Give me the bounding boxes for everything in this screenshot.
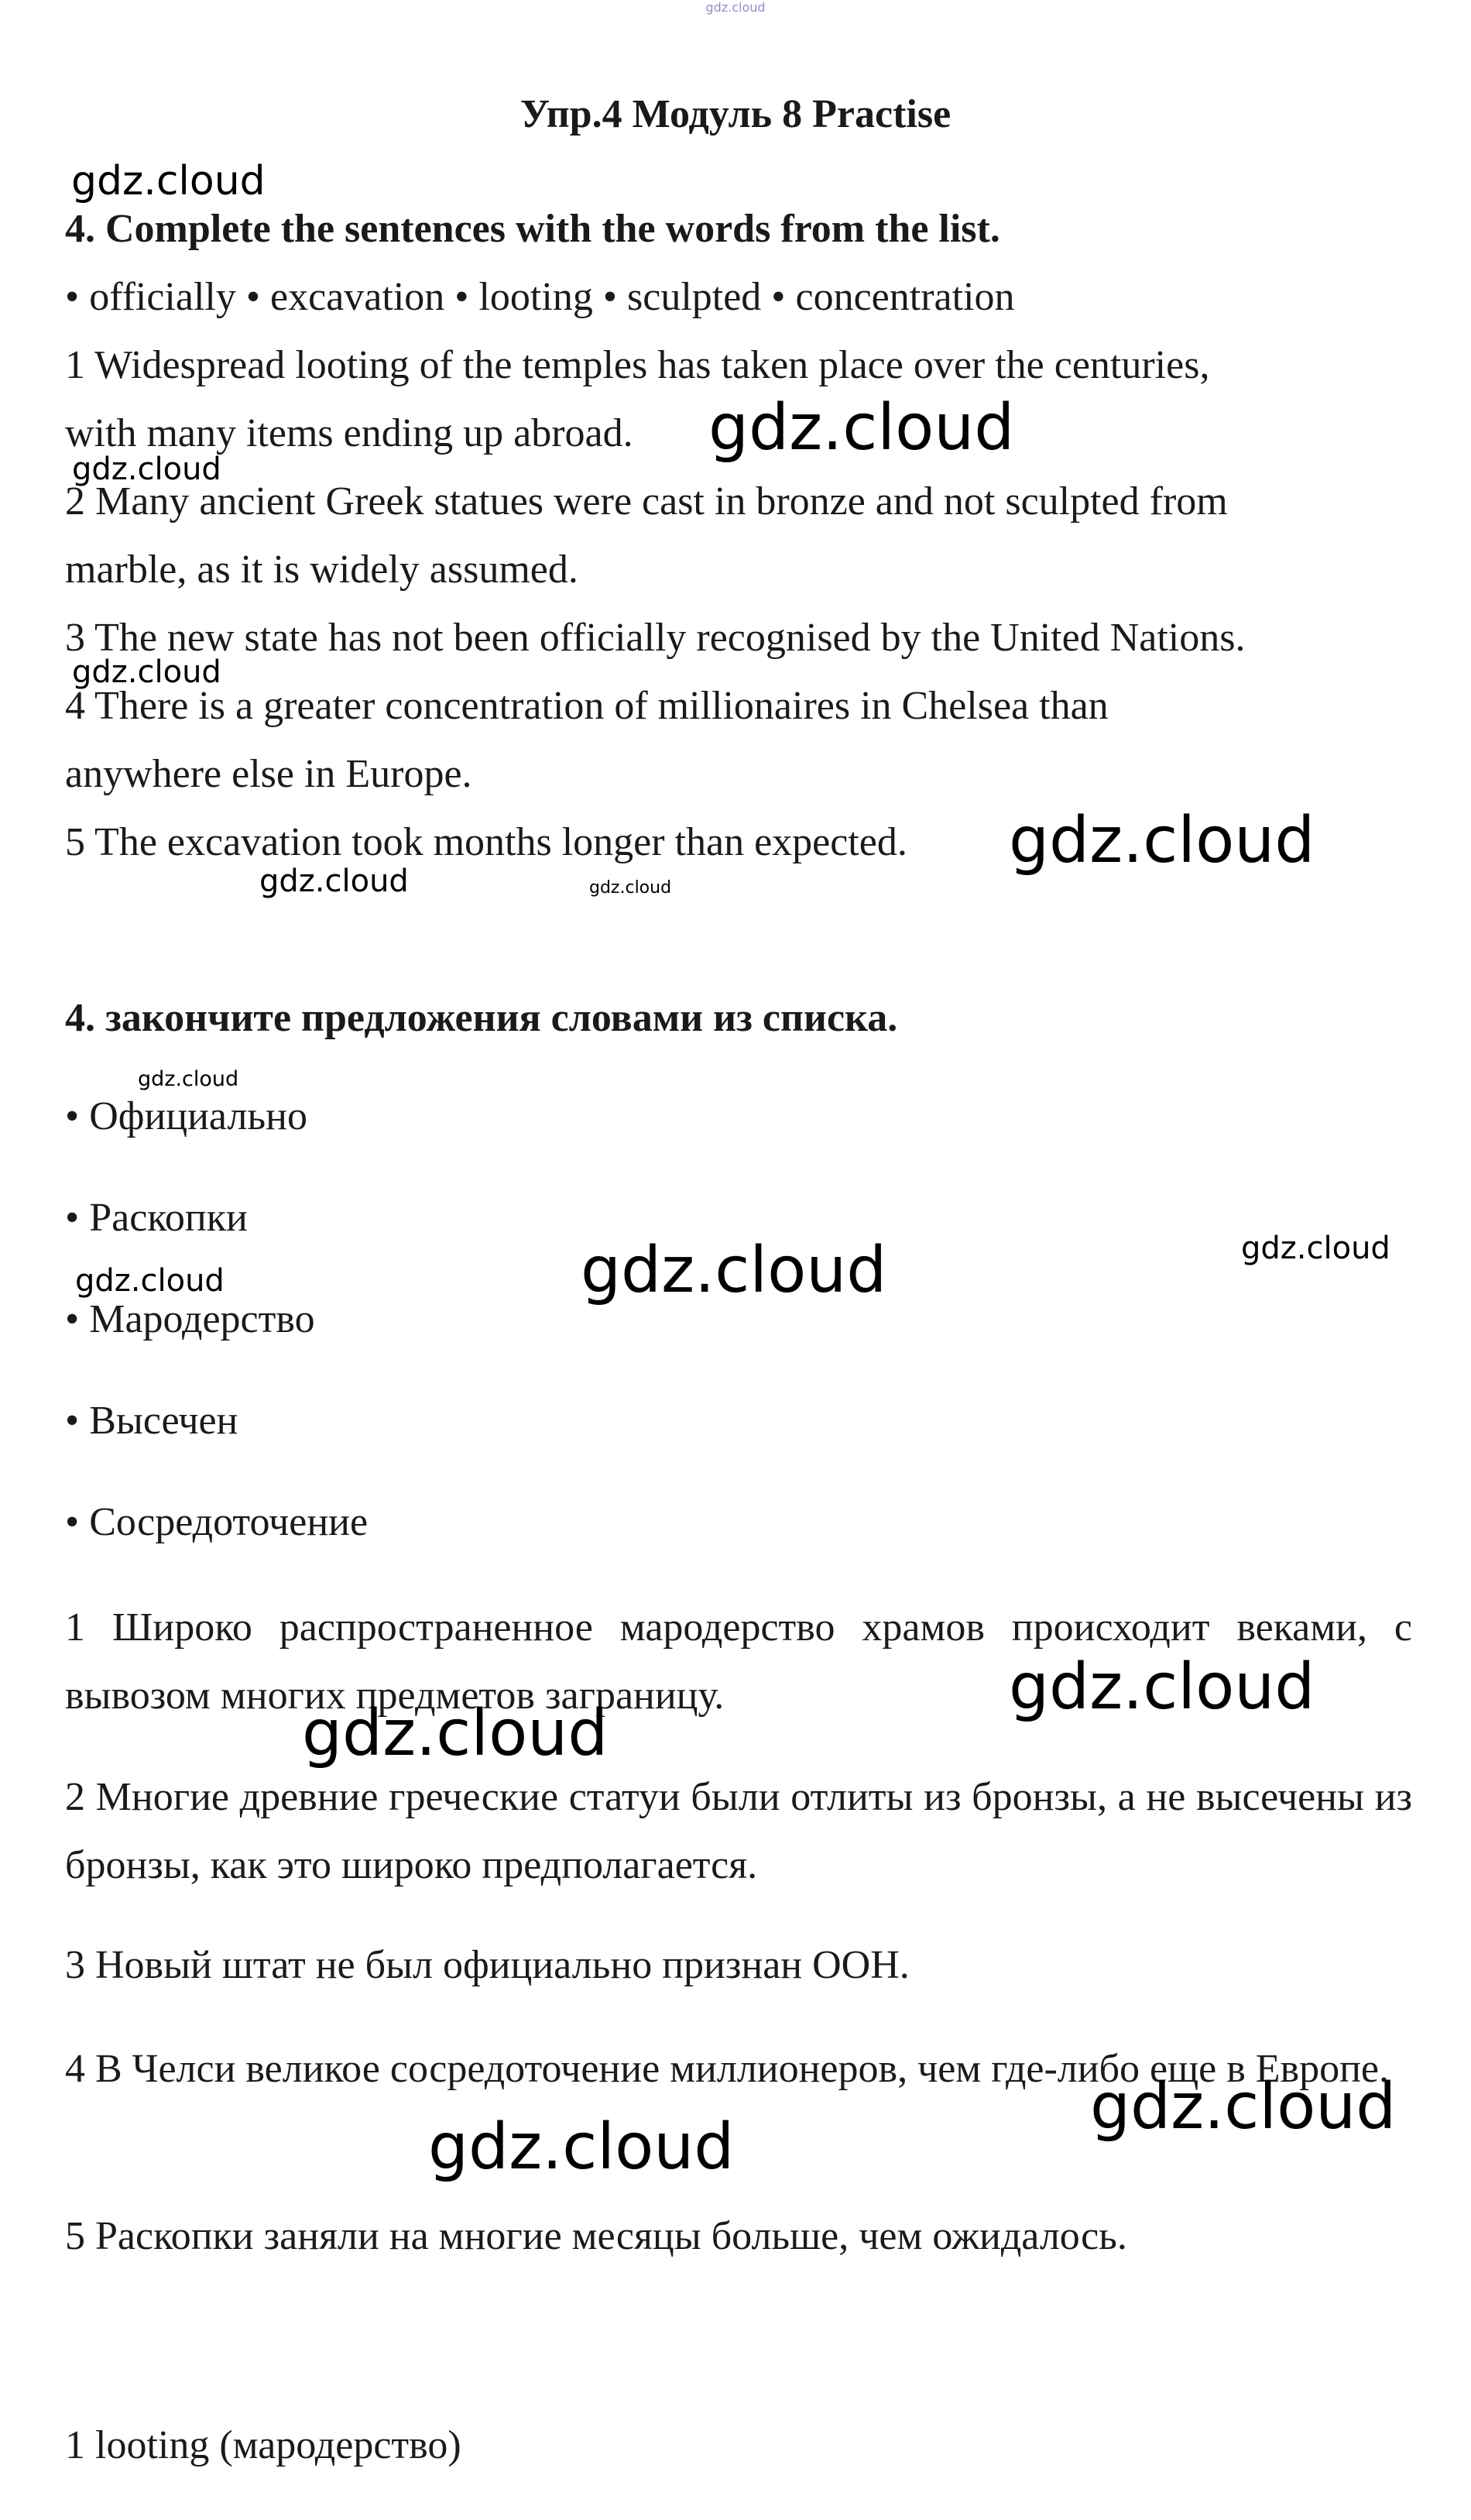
english-sentence-4-cont: anywhere else in Europe.: [65, 752, 472, 796]
watermark: gdz.cloud: [708, 391, 1015, 465]
watermark: gdz.cloud: [72, 654, 221, 690]
english-sentence-2: 2 Many ancient Greek statues were cast in bronze and not sculpted from: [65, 479, 1228, 524]
russian-word-4: • Высечен: [65, 1399, 238, 1443]
english-sentence-4: 4 There is a greater concentration of millionaires in Chelsea than: [65, 684, 1109, 728]
watermark: gdz.cloud: [1241, 1231, 1390, 1266]
english-sentence-2-cont: marble, as it is widely assumed.: [65, 548, 578, 592]
watermark: gdz.cloud: [581, 1234, 887, 1307]
english-sentence-5: 5 The excavation took months longer than expected.: [65, 820, 907, 864]
watermark: gdz.cloud: [71, 158, 266, 204]
watermark: gdz.cloud: [1009, 1650, 1315, 1724]
top-watermark: gdz.cloud: [705, 0, 766, 15]
watermark: gdz.cloud: [75, 1263, 225, 1299]
watermark: gdz.cloud: [1090, 2070, 1397, 2144]
watermark: gdz.cloud: [1009, 804, 1315, 877]
russian-word-3: • Мародерство: [65, 1297, 315, 1341]
watermark: gdz.cloud: [72, 451, 221, 487]
watermark: gdz.cloud: [259, 863, 409, 899]
page-title: Упр.4 Модуль 8 Practise: [519, 92, 952, 136]
english-sentence-1: 1 Widespread looting of the temples has taken place over the centuries,: [65, 343, 1210, 387]
watermark: gdz.cloud: [138, 1067, 239, 1091]
watermark: gdz.cloud: [428, 2110, 735, 2184]
english-heading: 4. Complete the sentences with the words from the list.: [65, 207, 1000, 251]
russian-sentence-4: 4 В Челси великое сосредоточение миллионеров, чем где-либо еще в Европе.: [65, 2047, 1390, 2091]
english-sentence-3: 3 The new state has not been officially recognised by the United Nations.: [65, 616, 1246, 660]
russian-word-5: • Сосредоточение: [65, 1500, 369, 1544]
russian-sentence-2: 2 Многие древние греческие статуи были отлиты из бронзы, а не высечены из бронзы, как это широко предполагается.: [65, 1775, 1412, 1887]
english-word-list: • officially • excavation • looting • sculpted • concentration: [65, 275, 1015, 319]
russian-sentence-1: 1 Широко распространенное мародерство храмов происходит веками, с вывозом многих предметов заграницу.: [65, 1605, 1412, 1718]
russian-heading: 4. закончите предложения словами из списка.: [65, 996, 898, 1040]
russian-word-1: • Официально: [65, 1094, 307, 1138]
watermark: gdz.cloud: [302, 1697, 609, 1770]
russian-word-2: • Раскопки: [65, 1196, 248, 1240]
answer-line: 1 looting (мародерство): [65, 2423, 461, 2467]
russian-sentence-5: 5 Раскопки заняли на многие месяцы больше, чем ожидалось.: [65, 2214, 1127, 2258]
russian-sentence-3: 3 Новый штат не был официально признан ООН.: [65, 1943, 910, 1987]
english-sentence-1-cont: with many items ending up abroad.: [65, 411, 633, 455]
watermark: gdz.cloud: [589, 878, 672, 898]
